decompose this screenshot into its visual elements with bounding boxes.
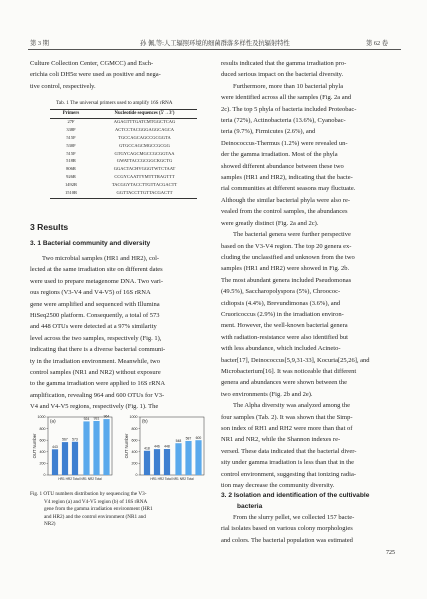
col-sequences: Nucleotide sequences (5′→3′) [114,111,175,116]
paragraph-line: The most abundant genera included Pseudomonas [221,276,352,284]
subsection-heading: 3. 1 Bacterial community and diversity [30,240,151,247]
paragraph-line: samples (HR1 and HR2), indicating that the bacte- [221,174,353,182]
paragraph-line: control samples (NR1 and NR2) without exposure [30,369,161,377]
data-label: 587 [185,436,192,441]
data-label: 600 [195,435,202,440]
paragraph-line: der the gamma irradiation. Most of the phyla [221,151,338,159]
intro-line: tive control, respectively. [30,82,96,90]
paragraph-line: samples (HR1 and HR2) were showed in Fig. 2b. [221,265,350,273]
y-axis-label: OUT Number [32,433,37,459]
caption-line: V4 region (a) and V4-V5 region (b) of 16S rRNA [44,498,148,505]
paragraph-line: were used to prepare metagenome DNA. Two vari- [30,277,163,285]
paragraph-line: bacter[17], Deinococcus[5,9,31-33], Kocuria[25,26], and [221,356,370,364]
table-row [50,157,197,165]
bar [62,442,68,475]
bar [83,421,89,475]
primer-name: 515F [66,134,76,140]
y-tick-label: 200 [131,461,138,466]
paragraph-line: ment. However, the well-known bacterial genera [221,322,348,330]
paragraph-line: indicating that there is a diverse bacterial communi- [30,346,166,354]
paragraph-line: NR1 and NR2, while the Shannon indexes re- [221,436,341,444]
paragraph-line: 2c). The top 5 phyla of bacteria included Proteobac- [221,105,357,113]
subsection-3-2-heading [221,491,398,512]
primer-table [50,110,197,197]
paragraph-line: Two microbial samples (HR1 and HR2), col- [42,255,160,262]
bar [154,449,160,475]
bar [164,449,170,475]
right-column-text [221,58,398,491]
paragraph-line: Deinococcus-Thermus (1.2%) were revealed un- [221,139,348,147]
paragraph-line: gene were amplified and sequenced with Illumina [30,300,160,308]
primer-sequence: GGACTACHVGGGTWTCTAAT [113,166,176,172]
bar [93,421,99,475]
figure1-charts [30,413,215,488]
panel-label: (a) [50,418,56,424]
bar [72,442,78,475]
paragraph-line: amplification, revealing 964 and 600 OTUs for V3- [30,391,165,399]
left-intro [30,58,215,92]
data-label: 573 [72,437,78,442]
col-primers: Primers [62,111,80,116]
primer-name: 515F [66,150,76,156]
primer-sequence: GTGCCAGCMGCCGCGG [119,142,170,148]
x-tick-labels: HR1 HR2 Total NR1 NR2 Total [150,477,194,481]
subsection-heading-line: bacteria [237,502,263,510]
y-tick-label: 400 [131,450,138,454]
paragraph-line: teria (72%), Actinobacteria (13.6%), Cyanobac- [221,117,346,125]
bar [103,419,109,475]
data-label: 964 [103,414,110,419]
primer-sequence: TGCCAGCAGCCGCGGTA [118,134,171,140]
paragraph-line: son index of RH1 and RH2 were more than that of [221,425,353,432]
paragraph-line: ty in the irradiation environment. Meanwhile, two [30,357,160,365]
paragraph-line: with radiation-resistance were also identified but [221,333,348,341]
paragraph-line: genera and abundances were shown between the [221,379,347,387]
table-row [50,118,197,126]
primer-name: 926R [66,174,76,180]
y-tick-label: 600 [131,438,138,443]
caption-line: gene from the gamma irradiation environment (HR1 [44,506,153,513]
data-label: 924 [83,417,90,422]
paragraph-line: rial communities at different seasons may fluctuate. [221,185,356,193]
isolation-paragraph [221,512,398,546]
paragraph-line: and 448 OTUs were detected at a 97% similarity [30,323,157,331]
bar [144,451,150,475]
data-label: 418 [144,446,150,451]
paragraph-line: V4 and V4-V5 regions, respectively (Fig. 1). The [30,403,159,411]
panel-label: (b) [142,418,148,424]
paragraph-line: results indicated that the gamma irradiation pro- [221,60,347,67]
table1-bottom-rule [50,198,197,199]
paragraph-line: Although the similar bacterial phyla were also re- [221,196,351,204]
y-tick-label: 0 [43,473,46,478]
paragraph-line: versed. These data indicated that the bacterial diver- [221,447,357,455]
paragraph-line: The Alpha diversity was analyzed among the [233,402,350,410]
table-row [50,142,197,150]
paragraph-line: to the gamma irradiation were applied to 16S rRNA [30,380,166,388]
paragraph-line: based on the V3-V4 region. The top 20 genera ex- [221,242,352,250]
primer-name: 530F [66,142,76,148]
primer-name: 338F [66,126,76,132]
bar [195,440,201,475]
y-tick-label: 1000 [37,415,46,420]
journal-volume: 第 62 卷 [366,40,389,47]
y-tick-label: 1000 [129,415,138,420]
x-tick-labels: HR1 HR2 Total NR1 NR2 Total [58,477,102,481]
paragraph-line: with less abundance, which included Acineto- [221,345,341,353]
data-label: 931 [93,416,100,421]
y-tick-label: 800 [39,426,46,431]
paragraph-line: HiSeq2500 platform. Consequently, a total of 573 [30,312,160,320]
y-tick-label: 800 [131,426,138,431]
paragraph-line: showed different abundance between these two [221,162,344,170]
y-tick-label: 600 [39,438,46,443]
table-row [50,189,197,197]
intro-line: erichia coli DH5α were used as positive and nega- [30,71,161,79]
paragraph-line: four samples (Tab. 2). It was shown that the Simp- [221,413,353,421]
y-axis-label: OUT Number [124,433,129,459]
paragraph-line: were identified across all the samples (Fig. 2a and [221,94,352,102]
paragraph-line: and colors. The bacterial population was estimated [221,536,353,544]
primer-sequence: ACTCCTACGGGAGGCAGCA [115,126,174,132]
paragraph-line: Furthermore, more than 10 bacterial phyla [233,82,344,90]
paragraph-line: two environments (Fig. 2b and 2e). [221,390,313,398]
bar [52,449,58,475]
data-label: 446 [154,444,160,449]
paragraph-line: were greatly distinct (Fig. 2a and 2c). [221,219,319,227]
table1-caption: Tab. 1 The universal primers used to amplify 16S rRNA [56,100,173,106]
paragraph-line: control environment, suggesting that ionizing radia- [221,470,357,478]
data-label: 443 [52,444,58,449]
primer-name: 27F [67,118,75,124]
table-row [50,134,197,142]
table-row [50,173,197,181]
paragraph-line: cidiopsis (4.4%), Brevundimonas (3.6%), and [221,299,341,307]
paragraph-line: The bacterial genera were further perspective [233,231,351,239]
y-tick-label: 200 [39,461,46,466]
table-row [50,181,197,189]
primer-name: 806R [66,166,76,172]
paragraph-line: tion may decrease the community diversity. [221,482,335,490]
primer-name: 518R [66,158,76,164]
paragraph-line: duced serious impact on the bacterial diversity. [221,71,344,79]
intro-line: Culture Collection Center, CGMCC) and Esch- [30,60,154,67]
bar [175,443,181,475]
paragraph-line: (49.5%), Saccharopolyspora (5%), Chroococ- [221,288,341,296]
paragraph-line: From the slurry pellet, we collected 157 bacte- [233,514,355,521]
y-tick-label: 0 [135,473,138,478]
primer-sequence: GTGYCAGCMGCCGCGGTAA [114,150,175,156]
table-row [50,150,197,158]
primer-sequence: TACGGYTACCTTGTTACGACTT [111,182,178,188]
paragraph-line: vealed from the control samples, the abundances [221,208,348,216]
primer-name: 1510R [64,190,77,196]
caption-line: NR2) [44,521,56,528]
figure1-caption [30,491,215,529]
y-tick-label: 400 [39,450,46,454]
paragraph-line: sity under gamma irradiation is less than that in the [221,459,355,467]
paragraph-line: ous regions (V3-V4 and V4-V5) of 16S rRNA [30,289,151,297]
paragraph-line: rial isolates based on various colony morphologies [221,525,353,533]
caption-line: and HR2) and the control environment (NR1 and [44,513,146,520]
journal-issue: 第 3 期 [30,40,49,47]
data-label: 567 [62,437,68,442]
data-label: 548 [175,438,182,443]
running-title: 孙 佩,等:人工辐照环境的细菌群落多样性及抗辐射特性 [140,40,290,47]
primer-sequence: GGTTACCTTGTTACGACTT [116,190,173,196]
table-row [50,126,197,134]
header-rule [28,49,401,50]
paragraph-line: lected at the same irradiation site on different dates [30,266,163,274]
paragraph-line: level across the two samples, respectively (Fig. 1), [30,334,162,342]
primer-sequence: AGAGTTTGATCMTGGCTCAG [113,118,176,124]
primer-sequence: CCGYCAATTYMTTTRAGTTT [114,174,175,180]
paragraph-line: teria (9.7%), Firmicutes (2.6%), and [221,128,316,136]
caption-line: Fig. 1 OTU numbers distribution by sequencing the V3- [30,491,147,497]
bar [185,441,191,475]
table-row [50,165,197,173]
paragraph-line: Microbacterium[16]. It was noticeable that different [221,367,357,375]
results-paragraph [30,253,215,413]
primer-name: 1492R [64,182,77,188]
subsection-heading-line: 3. 2 Isolation and identification of the cultivable [221,492,370,499]
paragraph-line: Cruoricoccus (2.9%) in the irradiation environ- [221,310,344,318]
paragraph-line: cluding the unclassified and unknown from the two [221,253,355,261]
data-label: 448 [164,444,170,449]
primer-sequence: GWATTACCGCGGCKGCTG [116,158,173,164]
page-number: 725 [386,550,395,556]
table1-mid-rule [50,118,197,119]
section-heading: 3 Results [30,222,69,232]
